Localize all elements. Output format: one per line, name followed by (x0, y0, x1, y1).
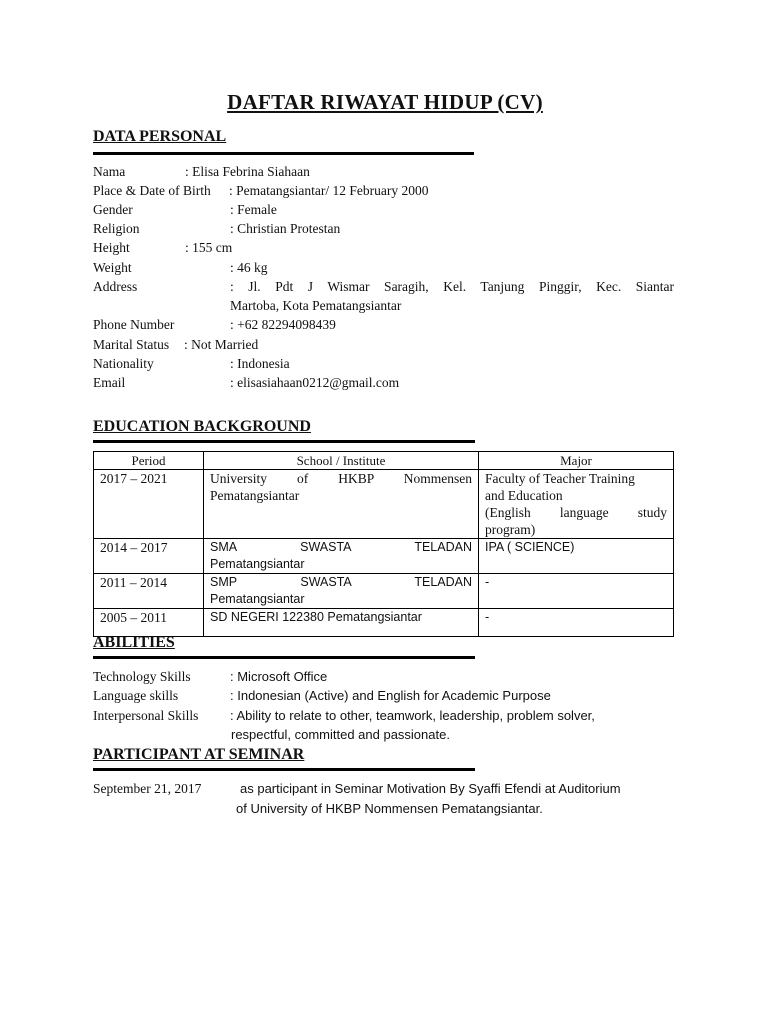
nationality-value: : Indonesia (230, 356, 290, 371)
period-cell: 2011 – 2014 (94, 574, 204, 609)
birth-label: Place & Date of Birth (93, 183, 211, 198)
section-heading-seminar: PARTICIPANT AT SEMINAR (93, 746, 305, 763)
school-line: Pematangsiantar (210, 592, 305, 606)
section-heading-education: EDUCATION BACKGROUND (93, 418, 311, 435)
school-line: SMP SWASTA TELADAN (210, 575, 472, 589)
language-skills-label: Language skills (93, 688, 179, 703)
school-cell (204, 574, 479, 609)
school-cell: SD NEGERI 122380 Pematangsiantar (204, 609, 479, 637)
address-line-1: : Jl. Pdt J Wismar Saragih, Kel. Tanjung Pinggir, Kec. Siantar (230, 279, 674, 294)
email-value: : elisasiahaan0212@gmail.com (230, 375, 400, 390)
period-cell: 2014 – 2017 (94, 539, 204, 574)
height-value: : 155 cm (185, 240, 233, 255)
height-label: Height (93, 240, 130, 255)
name-value: : Elisa Febrina Siahaan (185, 164, 310, 179)
table-header-row (94, 452, 674, 470)
birth-value: : Pematangsiantar/ 12 February 2000 (229, 183, 429, 198)
section-heading-personal: DATA PERSONAL (93, 128, 227, 145)
major-line: Faculty of Teacher Training (485, 471, 635, 486)
tech-skills-label: Technology Skills (93, 669, 191, 684)
major-cell: - (479, 609, 674, 637)
section-rule (93, 768, 475, 771)
major-line: program) (485, 522, 536, 537)
address-line-2: Martoba, Kota Pematangsiantar (230, 298, 402, 313)
name-label: Nama (93, 164, 126, 179)
column-header: School / Institute (204, 452, 479, 470)
gender-label: Gender (93, 202, 133, 217)
school-line: Pematangsiantar (210, 557, 305, 571)
school-line: SMA SWASTA TELADAN (210, 540, 472, 554)
seminar-line-2: of University of HKBP Nommensen Pematangsiantar. (236, 801, 543, 816)
table-row (94, 574, 674, 609)
table-row (94, 470, 674, 539)
school-line: University of HKBP Nommensen (210, 471, 472, 486)
school-line: Pematangsiantar (210, 488, 300, 503)
language-skills-value: : Indonesian (Active) and English for Academic Purpose (230, 688, 551, 703)
marital-label: Marital Status (93, 337, 170, 352)
school-cell (204, 539, 479, 574)
section-heading-abilities: ABILITIES (93, 634, 175, 651)
table-row (94, 609, 674, 637)
period-cell: 2005 – 2011 (94, 609, 204, 637)
major-cell: IPA ( SCIENCE) (479, 539, 674, 574)
nationality-label: Nationality (93, 356, 154, 371)
address-label: Address (93, 279, 138, 294)
period-cell: 2017 – 2021 (94, 470, 204, 539)
major-cell: - (479, 574, 674, 609)
interpersonal-skills-line-2: respectful, committed and passionate. (231, 727, 450, 742)
seminar-line-1: as participant in Seminar Motivation By Syaffi Efendi at Auditorium (240, 781, 621, 796)
weight-value: : 46 kg (230, 260, 268, 275)
religion-value: : Christian Protestan (230, 221, 341, 236)
interpersonal-skills-label: Interpersonal Skills (93, 708, 199, 723)
phone-label: Phone Number (93, 317, 175, 332)
section-rule (93, 440, 475, 443)
education-table (93, 451, 674, 637)
weight-label: Weight (93, 260, 132, 275)
marital-value: : Not Married (184, 337, 259, 352)
page-title: DAFTAR RIWAYAT HIDUP (CV) (227, 90, 543, 114)
table-row (94, 539, 674, 574)
school-cell (204, 470, 479, 539)
column-header: Period (94, 452, 204, 470)
phone-value: : +62 82294098439 (230, 317, 336, 332)
interpersonal-skills-line-1: : Ability to relate to other, teamwork, leadership, problem solver, (230, 708, 595, 723)
major-line: and Education (485, 488, 563, 503)
major-cell (479, 470, 674, 539)
column-header: Major (479, 452, 674, 470)
major-line: (English language study (485, 505, 667, 520)
religion-label: Religion (93, 221, 140, 236)
seminar-date: September 21, 2017 (93, 781, 202, 796)
section-rule (93, 656, 475, 659)
section-rule (93, 152, 474, 155)
tech-skills-value: : Microsoft Office (230, 669, 328, 684)
gender-value: : Female (230, 202, 277, 217)
email-label: Email (93, 375, 126, 390)
